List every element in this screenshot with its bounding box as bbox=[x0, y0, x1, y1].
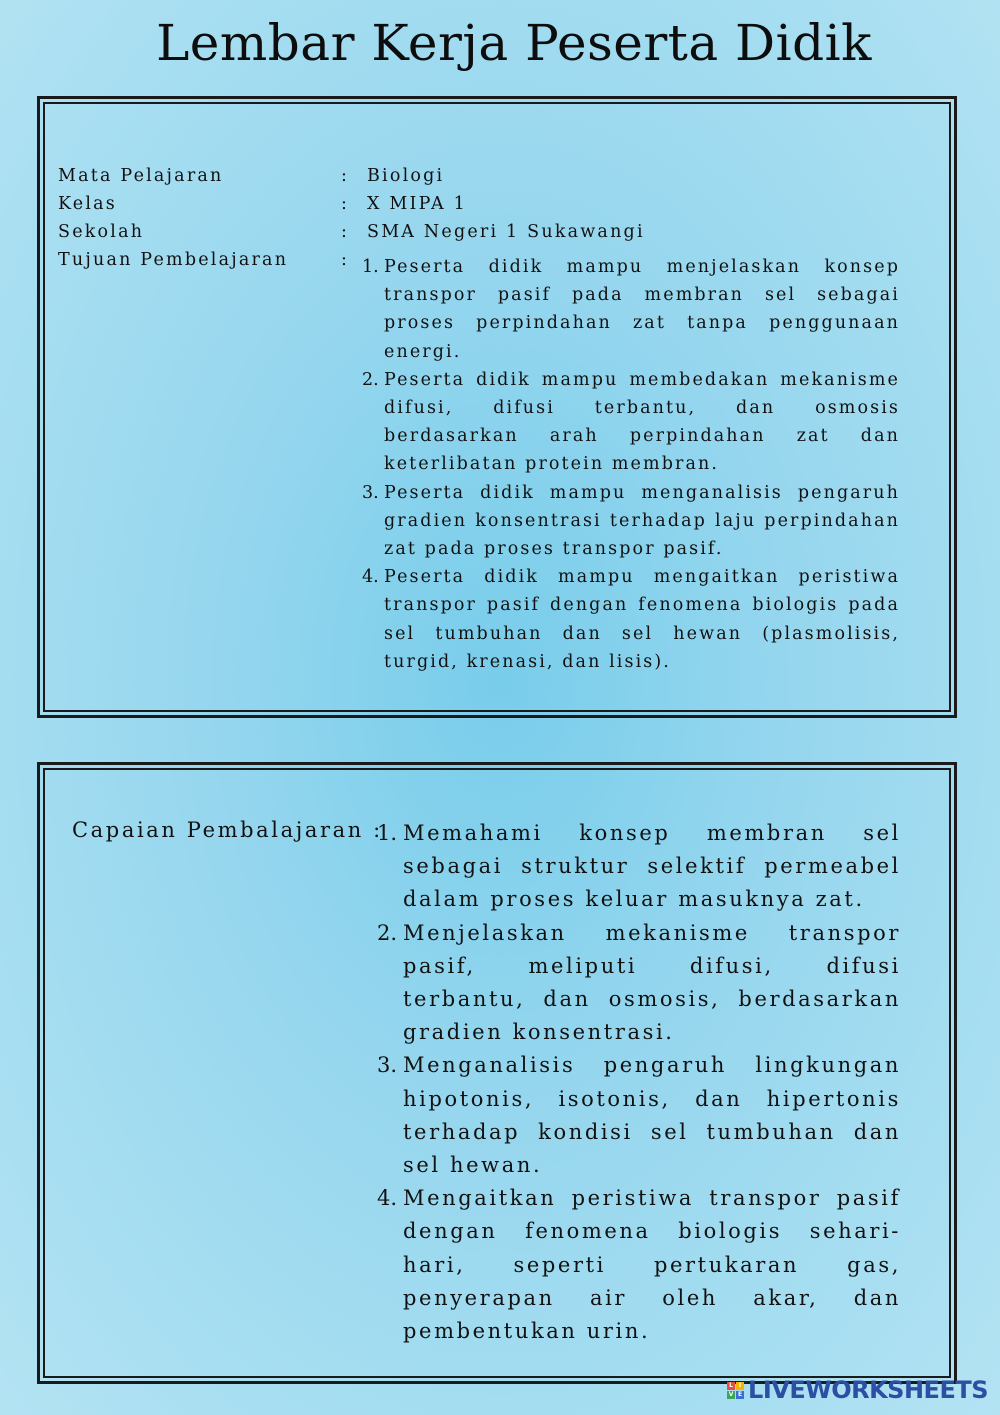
item-number: 2. bbox=[377, 920, 398, 945]
item-text: Peserta didik mampu mengaitkan peristiwa transpor pasif dengan fenomena biologis pada sel tumbuhan dan sel hewan (plasmolisis, turgid, krenasi, dan lisis). bbox=[384, 567, 900, 672]
goals-label: Tujuan Pembelajaran bbox=[58, 250, 289, 270]
item-text: Peserta didik mampu menganalisis pengaruh gradien konsentrasi terhadap laju perpindahan zat pada proses transpor pasif. bbox=[384, 482, 900, 560]
list-item bbox=[377, 817, 901, 917]
class-label: Kelas bbox=[58, 194, 117, 214]
learning-goals-list bbox=[362, 253, 900, 676]
class-value: X MIPA 1 bbox=[367, 194, 467, 214]
subject-label: Mata Pelajaran bbox=[58, 166, 224, 186]
item-text: Menjelaskan mekanisme transpor pasif, meliputi difusi, difusi terbantu, dan osmosis, berdasarkan gradien konsentrasi. bbox=[403, 920, 901, 1045]
logo-square-i: I bbox=[736, 1382, 744, 1390]
item-number: 3. bbox=[362, 482, 379, 503]
list-item bbox=[377, 917, 901, 1050]
subject-separator: : bbox=[341, 166, 350, 186]
list-item bbox=[377, 1049, 901, 1182]
item-number: 4. bbox=[377, 1186, 398, 1211]
item-text: Peserta didik mampu membedakan mekanisme difusi, difusi terbantu, dan osmosis berdasarkan arah perpindahan zat dan keterlibatan protein membran. bbox=[384, 369, 900, 475]
list-item bbox=[362, 253, 900, 366]
list-item bbox=[362, 366, 900, 479]
liveworksheets-watermark bbox=[727, 1376, 988, 1404]
item-text: Menganalisis pengaruh lingkungan hipotonis, isotonis, dan hipertonis terhadap kondisi sel tumbuhan dan sel hewan. bbox=[403, 1053, 901, 1178]
subject-value: Biologi bbox=[367, 166, 445, 186]
watermark-text: LIVEWORKSHEETS bbox=[748, 1376, 988, 1404]
list-item bbox=[362, 479, 900, 564]
liveworksheets-logo-icon bbox=[727, 1382, 744, 1399]
item-text: Memahami konsep membran sel sebagai struktur selektif permeabel dalam proses keluar masuknya zat. bbox=[403, 821, 901, 912]
item-number: 1. bbox=[362, 257, 379, 277]
list-item bbox=[362, 563, 900, 676]
class-separator: : bbox=[341, 194, 350, 214]
logo-square-e: E bbox=[737, 1390, 743, 1398]
learning-outcomes-list bbox=[377, 817, 901, 1348]
item-number: 1. bbox=[377, 821, 398, 845]
goals-separator: : bbox=[341, 250, 350, 270]
item-number: 2. bbox=[362, 369, 379, 390]
logo-square-v: V bbox=[728, 1390, 734, 1398]
school-separator: : bbox=[341, 222, 350, 242]
outcomes-label: Capaian Pembalajaran : bbox=[72, 818, 383, 842]
school-value: SMA Negeri 1 Sukawangi bbox=[367, 222, 645, 242]
item-number: 3. bbox=[377, 1053, 398, 1078]
item-text: Peserta didik mampu menjelaskan konsep transpor pasif pada membran sel sebagai proses perpindahan zat tanpa penggunaan energi. bbox=[384, 257, 900, 362]
list-item bbox=[377, 1182, 901, 1348]
logo-square-l: L bbox=[727, 1382, 735, 1390]
page-title: Lembar Kerja Peserta Didik bbox=[156, 14, 872, 72]
item-text: Mengaitkan peristiwa transpor pasif dengan fenomena biologis sehari-hari, seperti pertukaran gas, penyerapan air oleh akar, dan pembentukan urin. bbox=[403, 1186, 901, 1344]
school-label: Sekolah bbox=[58, 222, 145, 242]
item-number: 4. bbox=[362, 567, 379, 588]
